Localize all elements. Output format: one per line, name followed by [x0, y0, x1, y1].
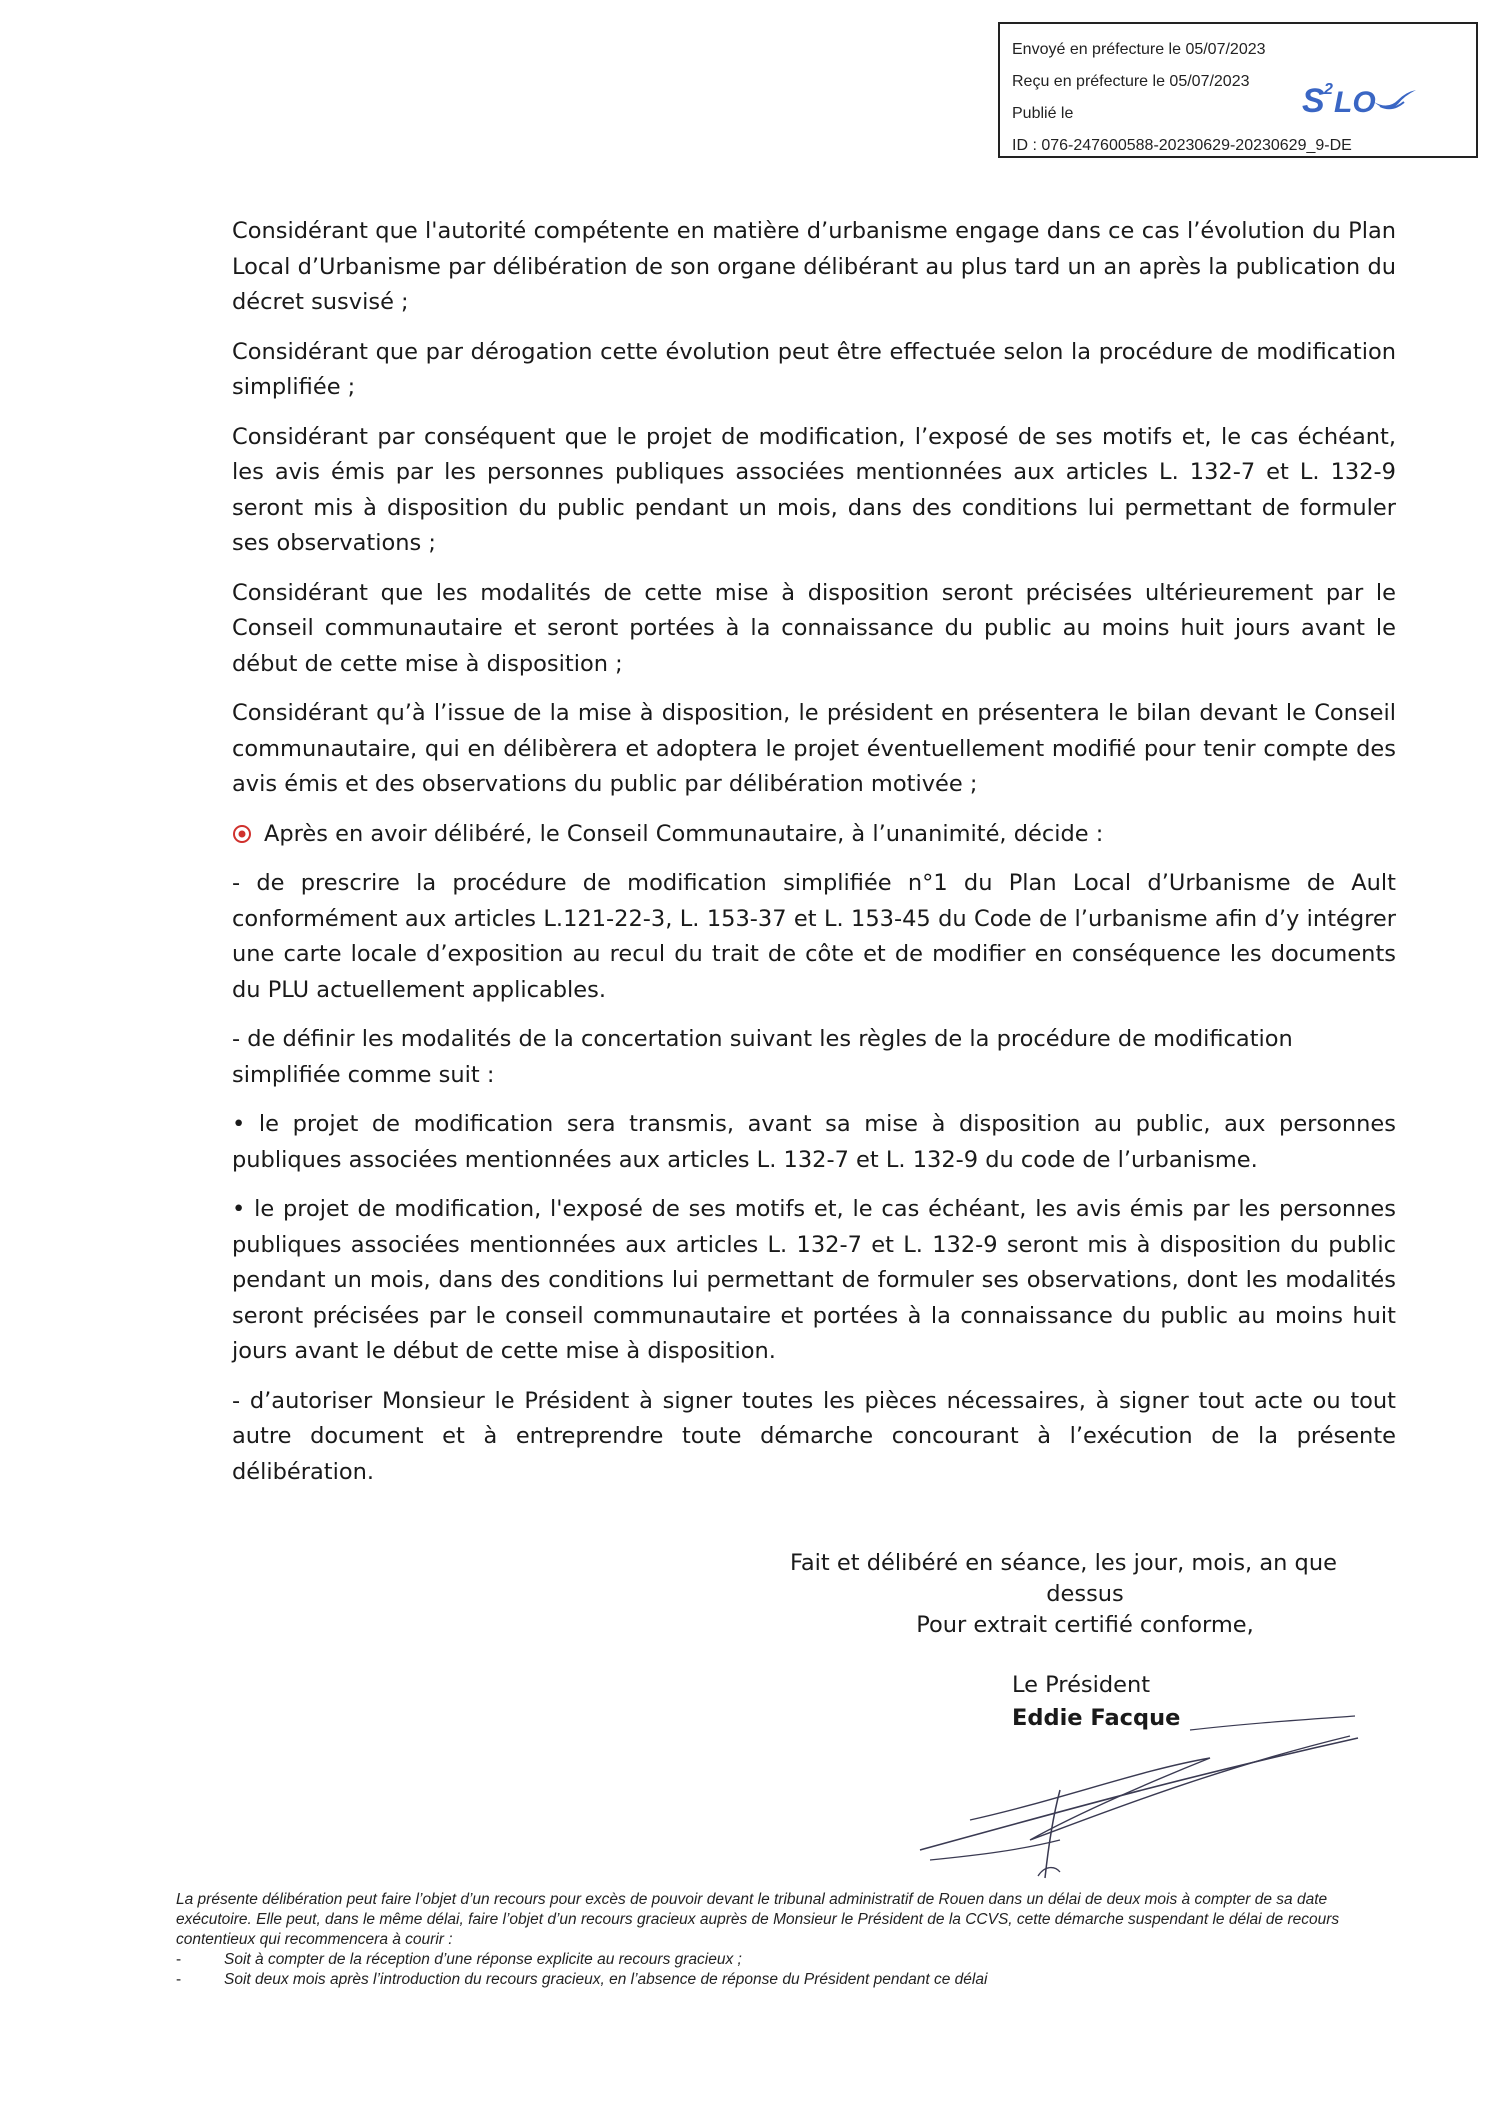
- decision-modalites: - de définir les modalités de la concertation suivant les règles de la procédure de modification simplifiée comme suit :: [232, 1026, 1293, 1088]
- signature-line-1: Fait et délibéré en séance, les jour, mois, an que: [790, 1550, 1337, 1576]
- svg-text:LO: LO: [1334, 86, 1376, 119]
- legal-notice-item-text: Soit deux mois après l’introduction du recours gracieux, en l’absence de réponse du Président pendant ce délai: [224, 1971, 988, 1988]
- decision-heading: [232, 817, 1396, 853]
- paragraph-considerant-1: Considérant que l'autorité compétente en matière d’urbanisme engage dans ce cas l’évolution du Plan Local d’Urbanisme par délibération de son organe délibérant au plus tard un an après la publication du décret susvisé ;: [232, 218, 1396, 315]
- document-body: [232, 214, 1396, 1504]
- stamp-id: ID : 076-247600588-20230629-20230629_9-DE: [1012, 137, 1352, 154]
- s2lo-logo-icon: [1300, 72, 1418, 132]
- paragraph-considerant-3: Considérant par conséquent que le projet de modification, l’exposé de ses motifs et, le cas échéant, les avis émis par les personnes publiques associées mentionnées aux articles L. 132-7 et L. 132-9 seront mis à disposition du public pendant un mois, dans des conditions lui permettant de formuler ses observations ;: [232, 423, 1396, 556]
- signature-block: [790, 1548, 1410, 1641]
- target-bullet-icon: [232, 824, 252, 844]
- signature-line-2: dessus: [1046, 1581, 1124, 1607]
- paragraph-considerant-4: Considérant que les modalités de cette mise à disposition seront précisées ultérieurement par le Conseil communautaire et seront portées à la connaissance du public au moins huit jours avant le début de cette mise à disposition ;: [232, 579, 1396, 677]
- signatory-name: Eddie Facque: [1012, 1705, 1181, 1731]
- decision-prescrire: - de prescrire la procédure de modification simplifiée n°1 du Plan Local d’Urbanisme de Ault conformément aux articles L.121-22-3, L. 153-37 et L. 153-45 du Code de l’urbanisme afin d’y intégrer une carte locale d’exposition au recul du trait de côte et de modifier en conséquence les documents du PLU actuellement applicables.: [232, 870, 1396, 1003]
- legal-notice-item: [176, 1950, 1346, 1970]
- decision-autoriser: - d’autoriser Monsieur le Président à signer toutes les pièces nécessaires, à signer tout acte ou tout autre document et à entreprendre toute démarche concourant à l’exécution de la présente délibération.: [232, 1387, 1396, 1485]
- decision-bullet-mise-a-disposition: • le projet de modification, l'exposé de ses motifs et, le cas échéant, les avis émis par les personnes publiques associées mentionnées aux articles L. 132-7 et L. 132-9 seront mis à disposition du public pendant un mois, dans des conditions lui permettant de formuler ses observations, dont les modalités seront précisées par le conseil communautaire et portées à la connaissance du public au moins huit jours avant le début de cette mise à disposition.: [232, 1196, 1396, 1364]
- decision-heading-text: Après en avoir délibéré, le Conseil Communautaire, à l’unanimité, décide :: [264, 820, 1104, 847]
- stamp-sent-date: Envoyé en préfecture le 05/07/2023: [1012, 41, 1266, 58]
- legal-notice-item: [176, 1970, 1346, 1990]
- svg-text:S: S: [1302, 82, 1325, 120]
- legal-notice-text: La présente délibération peut faire l’objet d’un recours pour excès de pouvoir devant le tribunal administratif de Rouen dans un délai de deux mois à compter de sa date exécutoire. Elle peut, dans le même délai, faire l’objet d’un recours gracieux auprès de Monsieur le Président de la CCVS, cette démarche suspendant le délai de recours contentieux qui recommencera à courir :: [176, 1891, 1340, 1948]
- svg-text:2: 2: [1324, 81, 1333, 98]
- stamp-published: Publié le: [1012, 105, 1074, 122]
- signature-line-3: Pour extrait certifié conforme,: [916, 1612, 1254, 1638]
- legal-notice-dash: -: [176, 1971, 182, 1988]
- legal-notice-item-text: Soit à compter de la réception d’une réponse explicite au recours gracieux ;: [224, 1951, 742, 1968]
- signatory-title: Le Président: [1012, 1672, 1151, 1698]
- stamp-received-date: Reçu en préfecture le 05/07/2023: [1012, 73, 1250, 90]
- legal-notice: [176, 1890, 1346, 1990]
- legal-notice-dash: -: [176, 1951, 182, 1968]
- decision-bullet-transmission: • le projet de modification sera transmis, avant sa mise à disposition au public, aux personnes publiques associées mentionnées aux articles L. 132-7 et L. 132-9 du code de l’urbanisme.: [232, 1111, 1396, 1173]
- handwritten-signature: [910, 1700, 1370, 1880]
- prefecture-stamp: [998, 22, 1478, 158]
- paragraph-considerant-5: Considérant qu’à l’issue de la mise à disposition, le président en présentera le bilan devant le Conseil communautaire, qui en délibèrera et adoptera le projet éventuellement modifié pour tenir compte des avis émis et des observations du public par délibération motivée ;: [232, 700, 1396, 797]
- paragraph-considerant-2: Considérant que par dérogation cette évolution peut être effectuée selon la procédure de modification simplifiée ;: [232, 338, 1396, 400]
